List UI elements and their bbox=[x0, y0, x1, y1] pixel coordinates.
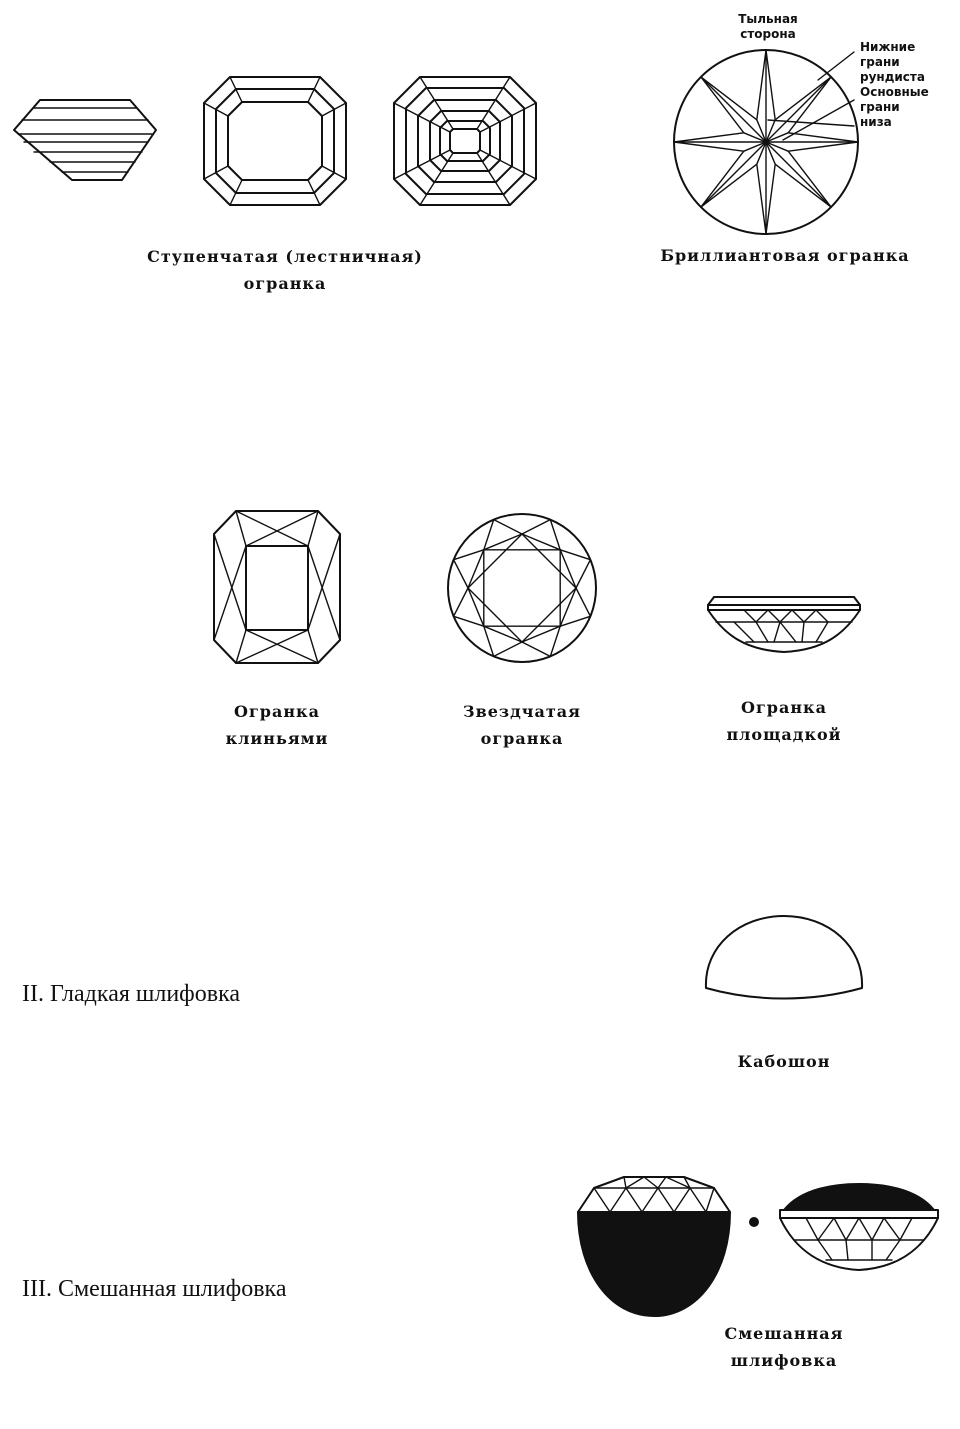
mixed-cut-caption bbox=[696, 1320, 872, 1374]
step-cut-pavilion-figure bbox=[390, 74, 540, 208]
facets-note bbox=[860, 40, 956, 130]
back-side-note-line-1: Тыльная bbox=[738, 12, 798, 26]
table-cut-caption-line-1: Огранка bbox=[741, 698, 827, 717]
section-mixed-polish-title: III. Смешанная шлифовка bbox=[22, 1276, 287, 1302]
back-side-note bbox=[718, 12, 818, 42]
star-cut-caption bbox=[440, 698, 604, 752]
mixed-cut-caption-line-2: шлифовка bbox=[730, 1351, 838, 1370]
step-cut-caption-line-1: Ступенчатая (лестничная) bbox=[147, 247, 423, 266]
table-cut-caption-line-2: площадкой bbox=[726, 725, 842, 744]
wedge-cut-figure bbox=[210, 508, 344, 666]
facets-note-line-5: грани bbox=[860, 100, 900, 114]
step-cut-caption bbox=[140, 243, 430, 297]
facets-note-line-4: Основные bbox=[860, 85, 929, 99]
step-cut-caption-line-2: огранка bbox=[243, 274, 327, 293]
mixed-cut-caption-line-1: Смешанная bbox=[724, 1324, 844, 1343]
mixed-cut-side-figure bbox=[776, 1182, 942, 1274]
wedge-cut-caption bbox=[195, 698, 359, 752]
mixed-cut-round-figure bbox=[574, 1172, 734, 1322]
cabochon-caption-line-1: Кабошон bbox=[737, 1052, 831, 1071]
wedge-cut-caption-line-2: клиньями bbox=[225, 729, 329, 748]
brilliant-cut-caption bbox=[640, 242, 930, 269]
table-cut-figure bbox=[704, 592, 864, 656]
step-cut-top-figure bbox=[200, 74, 350, 208]
star-cut-caption-line-1: Звездчатая bbox=[463, 702, 581, 721]
separator-dot bbox=[748, 1216, 760, 1228]
star-cut-caption-line-2: огранка bbox=[480, 729, 564, 748]
brilliant-cut-caption-line-1: Бриллиантовая огранка bbox=[660, 246, 910, 265]
facets-note-line-6: низа bbox=[860, 115, 892, 129]
table-cut-caption bbox=[700, 694, 868, 748]
wedge-cut-caption-line-1: Огранка bbox=[234, 702, 320, 721]
facets-note-line-1: Нижние bbox=[860, 40, 916, 54]
step-cut-side-figure bbox=[10, 96, 162, 188]
brilliant-cut-figure bbox=[668, 44, 864, 240]
section-smooth-polish-title: II. Гладкая шлифовка bbox=[22, 981, 241, 1007]
cabochon-figure bbox=[702, 912, 866, 1004]
facets-note-line-2: грани bbox=[860, 55, 900, 69]
facets-note-line-3: рундиста bbox=[860, 70, 925, 84]
back-side-note-line-2: сторона bbox=[740, 27, 796, 41]
cabochon-caption bbox=[700, 1048, 868, 1075]
star-cut-figure bbox=[444, 510, 600, 666]
